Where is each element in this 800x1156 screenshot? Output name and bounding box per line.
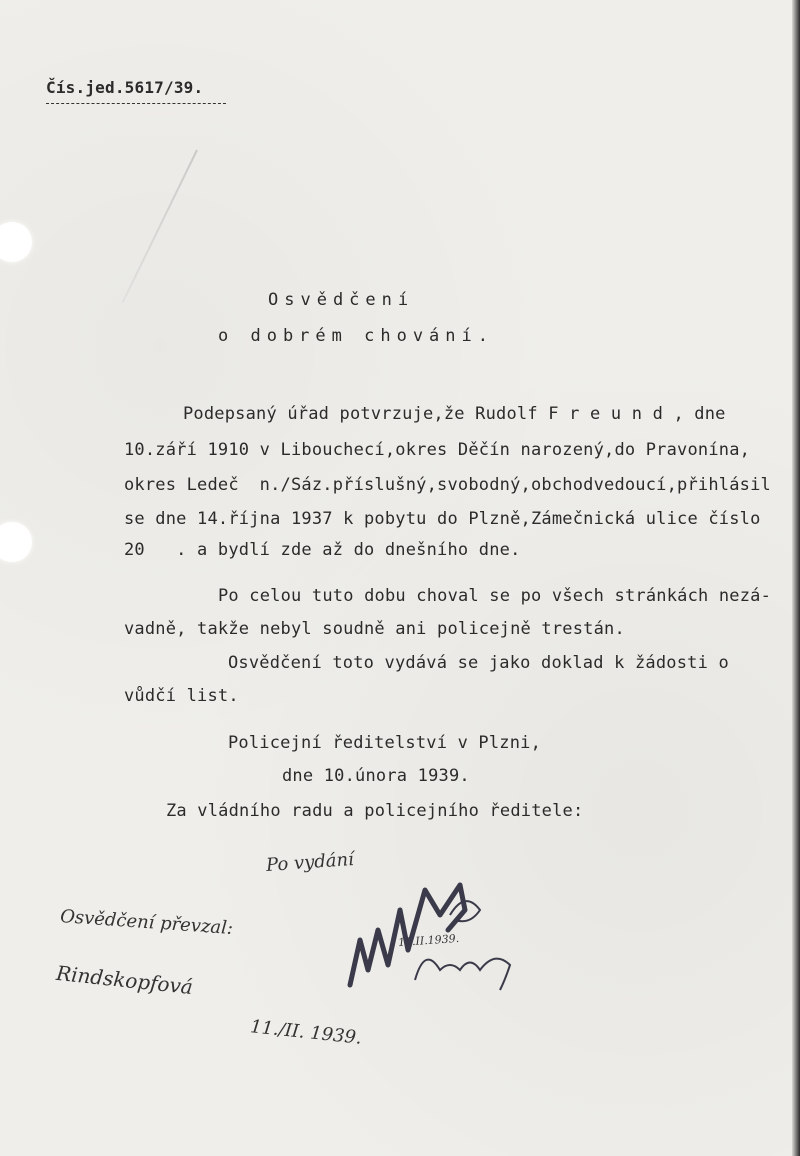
paragraph-1-line-2: 10.září 1910 v Libouchecí,okres Děčín narozený,do Pravonína, [124, 440, 751, 460]
paragraph-3-line-1: Osvědčení toto vydává se jako doklad k žádosti o [228, 653, 729, 673]
handwritten-issued-note: Po vydání [265, 848, 355, 877]
handwritten-received-note: Osvědčení převzal: [59, 905, 234, 940]
document-subtitle: o dobrém chování. [218, 326, 494, 346]
paragraph-1-line-3: okres Ledeč n./Sáz.příslušný,svobodný,obchodvedoucí,přihlásil [124, 475, 771, 495]
page-edge [792, 0, 800, 1156]
handwritten-initial-date: 11.II.1939. [397, 931, 460, 950]
paragraph-3-line-2: vůdčí list. [124, 686, 239, 706]
paragraph-2-line-1: Po celou tuto dobu choval se po všech stránkách nezá- [218, 586, 772, 606]
on-behalf-line: Za vládního radu a policejního ředitele: [166, 801, 584, 821]
document-title: Osvědčení [268, 290, 415, 310]
reference-number: Čís.jed.5617/39. [46, 78, 204, 97]
issuing-office: Policejní ředitelství v Plzni, [228, 733, 542, 753]
official-signature [330, 870, 530, 1000]
paragraph-1-line-4: se dne 14.října 1937 k pobytu do Plzně,Zámečnická ulice číslo [124, 509, 761, 529]
paragraph-1-line-1: Podepsaný úřad potvrzuje,že Rudolf F r e u n d , dne [183, 404, 726, 424]
handwritten-received-date: 11./II. 1939. [249, 1016, 363, 1049]
handwritten-recipient-name: Rindskopfová [55, 960, 194, 1000]
reference-underline [46, 103, 226, 104]
punch-hole [0, 522, 32, 562]
paragraph-1-line-5: 20 . a bydlí zde až do dnešního dne. [124, 540, 521, 560]
paragraph-2-line-2: vadně, takže nebyl soudně ani policejně trestán. [124, 619, 625, 639]
issue-date: dne 10.února 1939. [282, 766, 470, 786]
punch-hole [0, 222, 32, 262]
pen-mark [122, 150, 198, 304]
